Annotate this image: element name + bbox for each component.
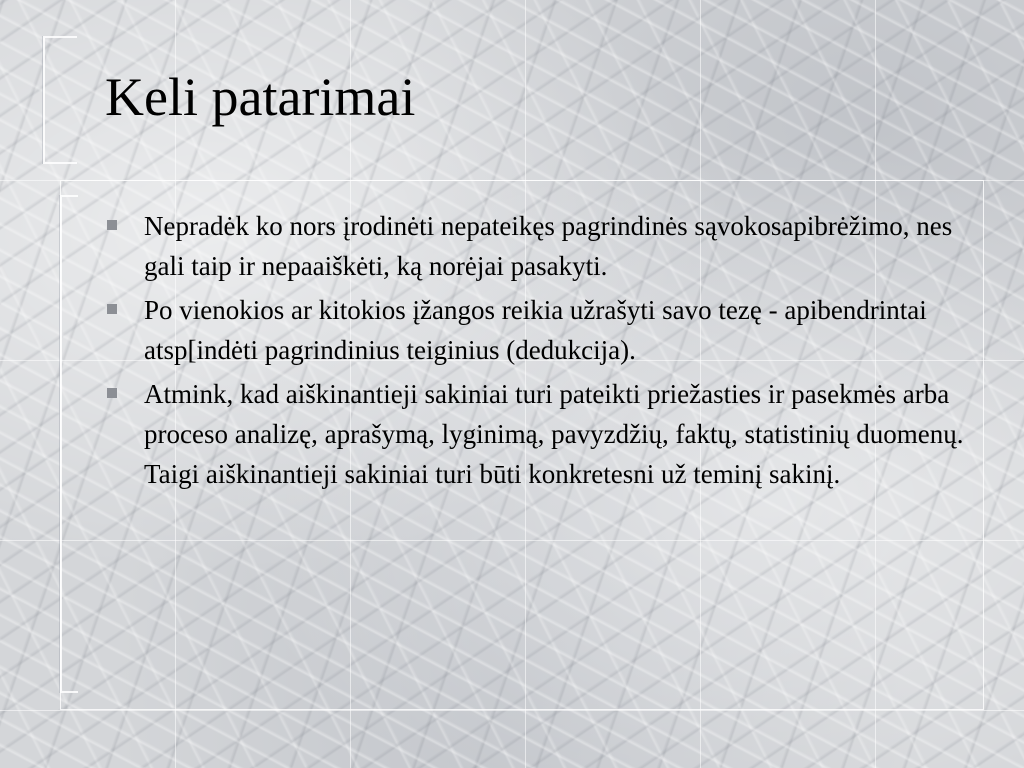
square-bullet-icon <box>107 388 117 398</box>
square-bullet-icon <box>107 220 117 230</box>
list-item <box>107 290 967 370</box>
square-bullet-icon <box>107 304 117 314</box>
title-bracket <box>43 36 77 164</box>
slide-title: Keli patarimai <box>105 67 416 127</box>
list-item <box>107 206 967 286</box>
bullet-list <box>107 206 967 498</box>
bullet-text: Po vienokios ar kitokios įžangos reikia užrašyti savo tezę - apibendrintai atsp[indėti pagrindinius teiginius (dedukcija). <box>144 295 927 365</box>
grid-line <box>0 710 1024 711</box>
list-item <box>107 374 967 494</box>
bullet-text: Atmink, kad aiškinantieji sakiniai turi pateikti priežasties ir pasekmės arba proceso analizę, aprašymą, lyginimą, pavyzdžių, faktų, statistinių duomenų. Taigi aiškinantieji sakiniai turi būti konkretesni už teminį sakinį. <box>144 379 964 489</box>
bullet-text: Nepradėk ko nors įrodinėti nepateikęs pagrindinės sąvokosapibrėžimo, nes gali taip ir nepaaiškėti, ką norėjai pasakyti. <box>144 211 953 281</box>
